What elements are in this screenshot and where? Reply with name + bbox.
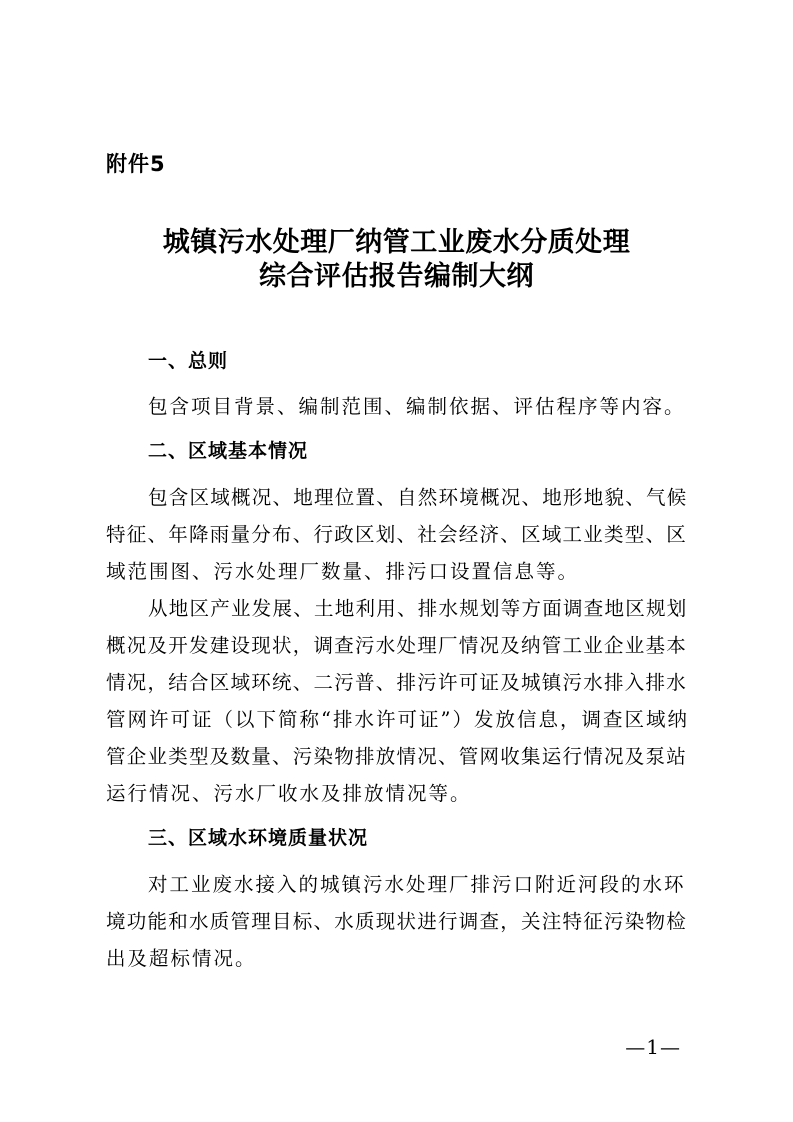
- paragraph-line: 管企业类型及数量、污染物排放情况、管网收集运行情况及泵站: [106, 745, 688, 768]
- section-heading-regional-basics: 二、区域基本情况: [148, 440, 309, 462]
- paragraph-line: 境功能和水质管理目标、水质现状进行调查，关注特征污染物检: [106, 910, 688, 933]
- paragraph-line: 对工业废水接入的城镇污水处理厂排污口附近河段的水环: [148, 873, 686, 896]
- paragraph-line: 包含区域概况、地理位置、自然环境概况、地形地貌、气候: [148, 486, 688, 509]
- paragraph-line: 运行情况、污水厂收水及排放情况等。: [106, 782, 472, 805]
- paragraph-line: 情况，结合区域环统、二污普、排污许可证及城镇污水排入排水: [106, 671, 688, 694]
- section-heading-water-quality: 三、区域水环境质量状况: [148, 827, 369, 849]
- paragraph-line: 从地区产业发展、土地利用、排水规划等方面调查地区规划: [148, 597, 688, 620]
- document-title-line-2: 综合评估报告编制大纲: [259, 261, 534, 292]
- document-title-line-1: 城镇污水处理厂纳管工业废水分质处理: [162, 227, 631, 258]
- page-number: —1—: [625, 1035, 681, 1059]
- paragraph-line: 出及超标情况。: [106, 947, 257, 970]
- paragraph-line: 概况及开发建设现状，调查污水处理厂情况及纳管工业企业基本: [106, 634, 688, 657]
- section-heading-general: 一、总则: [148, 350, 229, 372]
- paragraph-line: 包含项目背景、编制范围、编制依据、评估程序等内容。: [148, 395, 686, 418]
- paragraph-line: 特征、年降雨量分布、行政区划、社会经济、区域工业类型、区: [106, 523, 688, 546]
- paragraph-line: 域范围图、污水处理厂数量、排污口设置信息等。: [106, 560, 580, 583]
- paragraph-line: 管网许可证（以下简称“排水许可证”）发放信息，调查区域纳: [106, 708, 689, 731]
- attachment-label: 附件5: [106, 152, 166, 176]
